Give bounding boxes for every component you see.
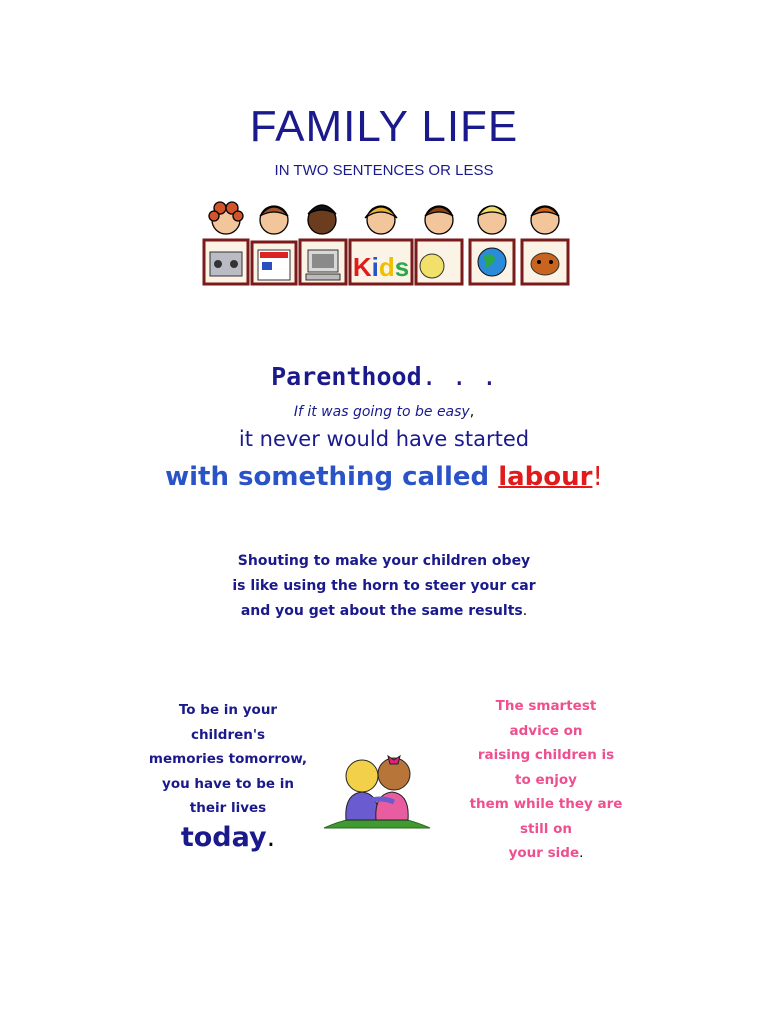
kids-banner-icon <box>192 196 580 296</box>
advice-line-4: to enjoy <box>515 771 577 788</box>
two-children-hugging-icon <box>322 744 432 830</box>
shout-line-3-text: and you get about the same results <box>240 603 523 619</box>
memories-line-1: To be in your <box>178 702 278 718</box>
advice-line-1: The smartest <box>495 698 597 714</box>
today-period: . <box>266 822 276 853</box>
shouting-quote <box>0 549 768 624</box>
shout-line-1: Shouting to make your children obey <box>237 553 531 569</box>
memories-quote <box>128 698 328 821</box>
advice-line-2: advice on <box>509 722 583 739</box>
today-word: today <box>180 822 267 853</box>
advice-quote <box>440 694 652 866</box>
page-title: FAMILY LIFE <box>249 102 519 151</box>
something-text: with something called <box>165 462 499 492</box>
shout-line-3 <box>0 599 768 624</box>
parenthood-line-3 <box>0 462 768 492</box>
advice-line-7-text: your side <box>508 845 580 861</box>
advice-line-7 <box>440 841 652 866</box>
memories-line-5: their lives <box>189 800 267 816</box>
today-emphasis <box>128 822 328 853</box>
advice-line-5: them while they are <box>469 796 623 812</box>
parenthood-line-2: it never would have started <box>238 427 530 451</box>
advice-line-6: still on <box>520 820 572 837</box>
labour-word: labour <box>498 462 593 492</box>
page-subtitle: IN TWO SENTENCES OR LESS <box>274 162 494 179</box>
memories-line-4: you have to be in <box>162 775 294 792</box>
advice-line-3: raising children is <box>477 747 615 763</box>
memories-line-2: children's <box>190 726 266 743</box>
shout-period: . <box>522 603 528 619</box>
advice-period: . <box>579 845 584 861</box>
parenthood-heading <box>0 362 768 391</box>
easy-comma: , <box>469 404 475 420</box>
parenthood-line-1 <box>0 404 768 420</box>
easy-text: If it was going to be easy <box>293 404 470 420</box>
exclamation-mark: ! <box>592 462 603 492</box>
shout-line-2: is like using the horn to steer your car <box>232 578 536 594</box>
memories-line-3: memories tomorrow, <box>148 751 308 767</box>
svg-text:Kids: Kids <box>352 252 410 282</box>
parenthood-word: Parenthood <box>271 362 422 391</box>
parenthood-dots: . . . <box>421 362 497 391</box>
